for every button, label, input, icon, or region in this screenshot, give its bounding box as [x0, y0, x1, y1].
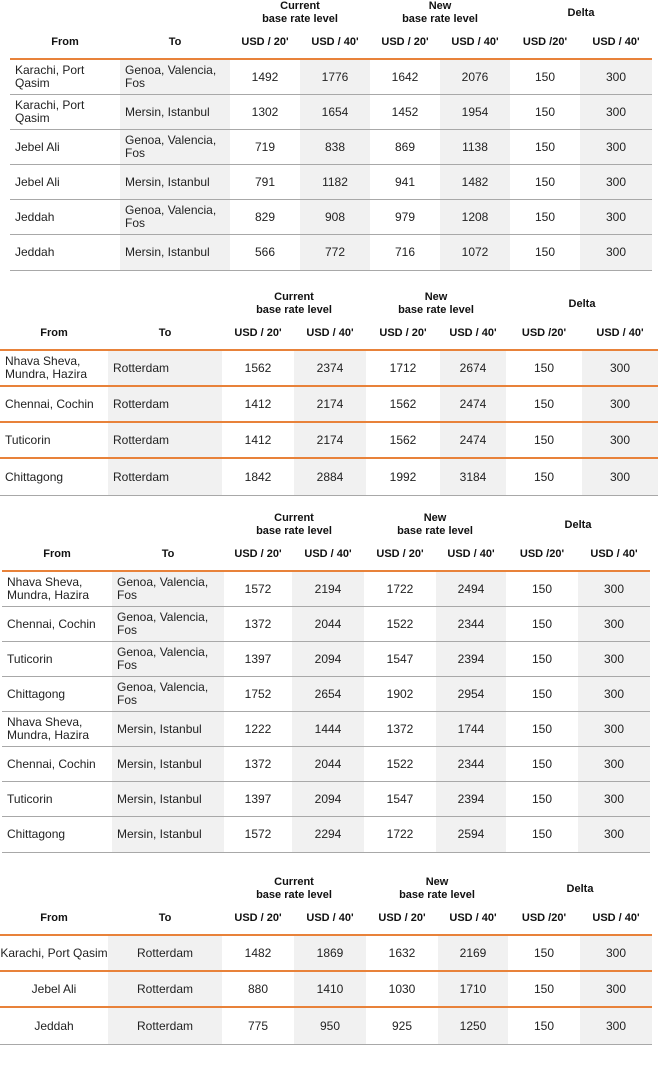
current-usd40-cell: 2094: [292, 642, 364, 676]
new-usd20-cell: 941: [394, 174, 416, 189]
delta-usd40-cell: 300: [578, 817, 650, 852]
from-cell: Chittagong: [5, 469, 64, 484]
delta-usd40-cell: 300: [578, 677, 650, 711]
from-cell: Jebel Ali: [15, 174, 60, 189]
current-usd20-cell: 1412: [244, 396, 272, 411]
delta-usd40-cell: 300: [580, 60, 652, 94]
from-cell: Jebel Ali: [31, 981, 77, 996]
new-usd40-cell: 3184: [440, 459, 506, 495]
table-row: [2, 782, 650, 817]
new-usd20-cell: 1547: [386, 791, 414, 806]
delta-usd40-cell: 300: [582, 459, 658, 495]
new-usd20-cell: 1992: [389, 469, 417, 484]
delta-usd40-cell: 300: [580, 936, 652, 970]
to-column-header: To: [161, 548, 175, 560]
delta-usd20-cell: 150: [531, 616, 553, 631]
current-usd40-cell: 2174: [294, 387, 366, 421]
delta-usd20-cell: 150: [534, 174, 556, 189]
delta-usd20-cell: 150: [533, 396, 555, 411]
delta-usd40-cell: 300: [580, 130, 652, 164]
new-usd20-header: USD / 20': [379, 327, 427, 339]
delta-usd20-cell: 150: [531, 651, 553, 666]
table-row: [0, 459, 658, 495]
current-usd20-cell: 1372: [244, 756, 272, 771]
new-usd40-cell: 2474: [440, 423, 506, 457]
delta-usd40-cell: 300: [578, 572, 650, 606]
delta-usd20-cell: 150: [534, 245, 556, 259]
table-row: [10, 235, 652, 270]
table-row: [2, 642, 650, 677]
current-usd40-cell: 772: [300, 235, 370, 270]
new-rate-group-header: New base rate level: [402, 0, 478, 25]
to-cell: Rotterdam: [108, 936, 222, 970]
to-cell: Rotterdam: [108, 387, 222, 421]
current-usd20-cell: 566: [254, 245, 276, 259]
new-usd20-cell: 1547: [386, 651, 414, 666]
new-usd20-cell: 869: [394, 139, 416, 154]
current-usd40-cell: 2654: [292, 677, 364, 711]
table-body: [0, 936, 652, 1045]
rate-table-2: [0, 291, 658, 495]
current-rate-group-header: Current base rate level: [256, 876, 332, 901]
to-cell: Mersin, Istanbul: [112, 712, 224, 746]
new-usd20-cell: 716: [394, 245, 416, 259]
table-row: [0, 423, 658, 459]
new-usd40-cell: 2474: [440, 387, 506, 421]
delta-usd40-cell: 300: [578, 642, 650, 676]
table-row: [2, 747, 650, 782]
from-cell: Chennai, Cochin: [5, 396, 94, 411]
to-cell: Mersin, Istanbul: [120, 165, 230, 199]
current-usd20-cell: 1222: [244, 721, 272, 736]
current-usd40-cell: 2194: [292, 572, 364, 606]
from-column-header: From: [40, 327, 68, 339]
from-column-header: From: [40, 912, 68, 924]
current-usd40-header: USD / 40': [311, 36, 359, 48]
delta-usd20-cell: 150: [531, 827, 553, 841]
new-usd20-header: USD / 20': [381, 36, 429, 48]
new-usd20-cell: 1902: [386, 686, 414, 701]
delta-usd20-cell: 150: [533, 1018, 555, 1033]
from-cell: Tuticorin: [5, 432, 51, 447]
new-usd40-cell: 1250: [438, 1008, 508, 1044]
new-usd40-cell: 2394: [436, 642, 506, 676]
table-row: [0, 387, 658, 423]
new-usd40-cell: 2169: [438, 936, 508, 970]
to-cell: Rotterdam: [108, 423, 222, 457]
new-usd20-header: USD / 20': [376, 548, 424, 560]
new-usd20-cell: 1642: [391, 69, 419, 84]
new-usd20-cell: 979: [394, 209, 416, 224]
current-usd40-cell: 908: [300, 200, 370, 234]
current-usd40-cell: 838: [300, 130, 370, 164]
delta-group-header: Delta: [564, 519, 592, 531]
delta-usd20-header: USD /20': [521, 912, 567, 924]
from-cell: Chittagong: [7, 827, 66, 841]
table-row: [2, 817, 650, 852]
current-usd20-cell: 1372: [244, 616, 272, 631]
new-usd40-cell: 1072: [440, 235, 510, 270]
delta-usd40-cell: 300: [580, 972, 652, 1006]
delta-usd20-cell: 150: [534, 104, 556, 119]
delta-usd40-cell: 300: [582, 387, 658, 421]
delta-usd40-header: USD / 40': [592, 36, 640, 48]
table-row: [10, 130, 652, 165]
table-header: [0, 291, 658, 349]
from-cell: Jeddah: [34, 1018, 74, 1033]
current-usd40-cell: 1654: [300, 95, 370, 129]
delta-group-header: Delta: [567, 7, 595, 19]
to-cell: Genoa, Valencia, Fos: [112, 677, 224, 711]
delta-usd20-cell: 150: [534, 69, 556, 84]
to-cell: Rotterdam: [108, 459, 222, 495]
current-usd20-header: USD / 20': [234, 327, 282, 339]
table-row: [2, 607, 650, 642]
table-header: [0, 876, 658, 934]
delta-usd20-cell: 150: [531, 721, 553, 736]
delta-group-header: Delta: [568, 298, 596, 310]
current-rate-group-header: Current base rate level: [262, 0, 338, 25]
rate-table-1: [0, 0, 658, 270]
delta-usd20-cell: 150: [533, 360, 555, 375]
new-usd40-cell: 1482: [440, 165, 510, 199]
delta-usd20-header: USD /20': [521, 327, 567, 339]
new-usd40-cell: 2494: [436, 572, 506, 606]
from-column-header: From: [43, 548, 71, 560]
current-usd20-cell: 1562: [244, 360, 272, 375]
delta-usd20-cell: 150: [533, 945, 555, 960]
new-usd40-header: USD / 40': [447, 548, 495, 560]
delta-usd40-cell: 300: [580, 200, 652, 234]
new-usd20-cell: 1522: [386, 756, 414, 771]
new-usd20-cell: 1562: [389, 396, 417, 411]
current-rate-group-header: Current base rate level: [256, 512, 332, 537]
new-usd20-cell: 1632: [388, 945, 416, 960]
current-usd40-cell: 2094: [292, 782, 364, 816]
table-body: [10, 60, 652, 271]
current-usd20-cell: 1572: [244, 581, 272, 596]
from-cell: Chittagong: [7, 686, 66, 701]
delta-usd40-cell: 300: [578, 607, 650, 641]
to-cell: Rotterdam: [108, 972, 222, 1006]
to-cell: Genoa, Valencia, Fos: [112, 607, 224, 641]
table-row: [0, 936, 652, 972]
new-usd20-header: USD / 20': [378, 912, 426, 924]
delta-usd40-cell: 300: [578, 712, 650, 746]
current-usd40-cell: 1444: [292, 712, 364, 746]
current-usd20-cell: 1572: [244, 827, 272, 841]
new-usd20-cell: 1562: [389, 432, 417, 447]
from-cell: Karachi, Port Qasim: [15, 98, 85, 125]
delta-usd20-cell: 150: [533, 432, 555, 447]
table-body: [0, 351, 658, 496]
delta-usd20-cell: 150: [533, 469, 555, 484]
delta-usd20-cell: 150: [534, 209, 556, 224]
table-row: [10, 200, 652, 235]
new-usd40-cell: 1208: [440, 200, 510, 234]
to-cell: Genoa, Valencia, Fos: [120, 130, 230, 164]
to-column-header: To: [158, 912, 172, 924]
current-usd20-cell: 719: [254, 139, 276, 154]
to-column-header: To: [168, 36, 182, 48]
current-usd20-cell: 1482: [244, 945, 272, 960]
new-usd40-cell: 2076: [440, 60, 510, 94]
from-cell: Jebel Ali: [15, 139, 60, 154]
from-cell: Jeddah: [15, 245, 55, 259]
to-cell: Mersin, Istanbul: [120, 95, 230, 129]
current-usd40-cell: 2374: [294, 351, 366, 385]
delta-group-header: Delta: [566, 883, 594, 895]
current-usd20-header: USD / 20': [234, 548, 282, 560]
new-usd40-cell: 1710: [438, 972, 508, 1006]
from-cell: Karachi, Port Qasim: [0, 945, 108, 960]
from-cell: Tuticorin: [7, 791, 53, 806]
current-usd40-header: USD / 40': [304, 548, 352, 560]
current-usd20-cell: 1302: [251, 104, 279, 119]
table-row: [10, 95, 652, 130]
delta-usd40-cell: 300: [580, 1008, 652, 1044]
new-usd40-header: USD / 40': [449, 912, 497, 924]
current-usd40-header: USD / 40': [306, 327, 354, 339]
from-cell: Chennai, Cochin: [7, 756, 96, 771]
from-cell: Tuticorin: [7, 651, 53, 666]
from-cell: Nhava Sheva, Mundra, Hazira: [7, 715, 90, 742]
from-cell: Karachi, Port Qasim: [15, 63, 85, 90]
current-usd20-header: USD / 20': [234, 912, 282, 924]
current-usd20-cell: 1842: [244, 469, 272, 484]
new-usd20-cell: 1030: [388, 981, 416, 996]
delta-usd20-header: USD /20': [519, 548, 565, 560]
rate-table-4: [0, 876, 658, 1044]
table-header: [0, 0, 658, 58]
table-header: [0, 512, 658, 570]
current-usd20-cell: 791: [254, 174, 276, 189]
new-usd20-cell: 925: [391, 1018, 413, 1033]
table-row: [10, 60, 652, 95]
delta-usd40-cell: 300: [580, 235, 652, 270]
current-usd20-cell: 1397: [244, 791, 272, 806]
new-usd40-cell: 2674: [440, 351, 506, 385]
new-usd20-cell: 1372: [386, 721, 414, 736]
from-column-header: From: [51, 36, 79, 48]
current-usd40-header: USD / 40': [306, 912, 354, 924]
table-row: [10, 165, 652, 200]
delta-usd40-cell: 300: [580, 95, 652, 129]
new-rate-group-header: New base rate level: [397, 512, 473, 537]
delta-usd40-cell: 300: [578, 747, 650, 781]
new-usd20-cell: 1722: [386, 581, 414, 596]
current-usd20-cell: 880: [247, 981, 269, 996]
new-usd40-header: USD / 40': [451, 36, 499, 48]
current-usd40-cell: 1182: [300, 165, 370, 199]
current-usd40-cell: 2044: [292, 607, 364, 641]
current-usd40-cell: 2044: [292, 747, 364, 781]
current-usd40-cell: 2174: [294, 423, 366, 457]
current-usd40-cell: 1869: [294, 936, 366, 970]
current-usd40-cell: 2294: [292, 817, 364, 852]
current-usd40-cell: 2884: [294, 459, 366, 495]
new-usd40-cell: 1138: [440, 130, 510, 164]
new-usd20-cell: 1522: [386, 616, 414, 631]
delta-usd40-header: USD / 40': [590, 548, 638, 560]
delta-usd40-header: USD / 40': [596, 327, 644, 339]
from-cell: Chennai, Cochin: [7, 616, 96, 631]
new-usd40-cell: 2954: [436, 677, 506, 711]
current-usd40-cell: 950: [294, 1008, 366, 1044]
new-usd40-cell: 1954: [440, 95, 510, 129]
new-usd20-cell: 1722: [386, 827, 414, 841]
delta-usd20-cell: 150: [531, 756, 553, 771]
new-usd40-cell: 2594: [436, 817, 506, 852]
table-row: [0, 1008, 652, 1044]
current-usd20-cell: 1752: [244, 686, 272, 701]
to-cell: Rotterdam: [108, 351, 222, 385]
to-cell: Genoa, Valencia, Fos: [112, 642, 224, 676]
delta-usd20-cell: 150: [534, 139, 556, 154]
table-row: [2, 677, 650, 712]
current-usd20-cell: 775: [247, 1018, 269, 1033]
table-row: [0, 972, 652, 1008]
current-usd20-cell: 1492: [251, 69, 279, 84]
delta-usd40-cell: 300: [582, 351, 658, 385]
delta-usd20-cell: 150: [531, 791, 553, 806]
to-cell: Rotterdam: [108, 1008, 222, 1044]
current-usd20-header: USD / 20': [241, 36, 289, 48]
current-usd20-cell: 1412: [244, 432, 272, 447]
to-cell: Genoa, Valencia, Fos: [112, 572, 224, 606]
delta-usd20-cell: 150: [531, 686, 553, 701]
table-row: [2, 572, 650, 607]
from-cell: Nhava Sheva, Mundra, Hazira: [7, 575, 90, 602]
table-row: [0, 351, 658, 387]
delta-usd20-header: USD /20': [522, 36, 568, 48]
to-cell: Mersin, Istanbul: [112, 782, 224, 816]
delta-usd40-cell: 300: [580, 165, 652, 199]
new-usd20-cell: 1712: [389, 360, 417, 375]
new-usd40-cell: 1744: [436, 712, 506, 746]
delta-usd20-cell: 150: [531, 581, 553, 596]
delta-usd40-header: USD / 40': [592, 912, 640, 924]
current-rate-group-header: Current base rate level: [256, 291, 332, 316]
table-body: [2, 572, 650, 853]
new-usd20-cell: 1452: [391, 104, 419, 119]
current-usd20-cell: 1397: [244, 651, 272, 666]
to-cell: Mersin, Istanbul: [120, 235, 230, 270]
to-column-header: To: [158, 327, 172, 339]
to-cell: Mersin, Istanbul: [112, 817, 224, 852]
to-cell: Mersin, Istanbul: [112, 747, 224, 781]
table-row: [2, 712, 650, 747]
new-usd40-cell: 2394: [436, 782, 506, 816]
current-usd40-cell: 1410: [294, 972, 366, 1006]
new-rate-group-header: New base rate level: [399, 876, 475, 901]
delta-usd40-cell: 300: [582, 423, 658, 457]
current-usd40-cell: 1776: [300, 60, 370, 94]
from-cell: Nhava Sheva, Mundra, Hazira: [5, 354, 88, 381]
rate-table-3: [0, 512, 658, 852]
new-usd40-cell: 2344: [436, 607, 506, 641]
to-cell: Genoa, Valencia, Fos: [120, 200, 230, 234]
delta-usd40-cell: 300: [578, 782, 650, 816]
from-cell: Jeddah: [15, 209, 55, 224]
new-usd40-cell: 2344: [436, 747, 506, 781]
new-usd40-header: USD / 40': [449, 327, 497, 339]
current-usd20-cell: 829: [254, 209, 276, 224]
to-cell: Genoa, Valencia, Fos: [120, 60, 230, 94]
delta-usd20-cell: 150: [533, 981, 555, 996]
new-rate-group-header: New base rate level: [398, 291, 474, 316]
